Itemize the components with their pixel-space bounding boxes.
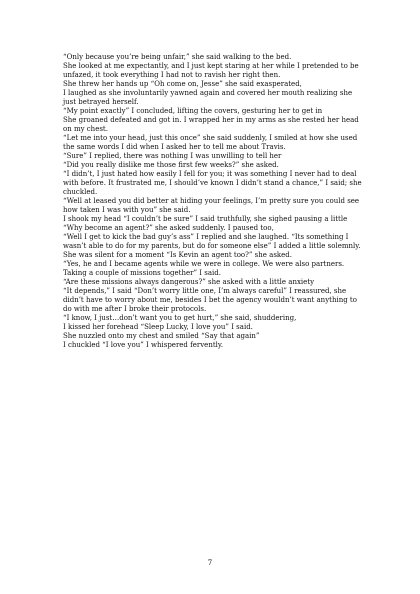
- paragraph: I kissed her forehead “Sleep Lucky, I love you” I said.: [63, 323, 253, 331]
- paragraph: “Well I get to kick the bad guy’s ass” I replied and she laughed. “Its something I wasn’t able to do for my parents, but do for someone else” I added a little solemnly.: [63, 233, 361, 250]
- paragraph: I chuckled “I love you” I whispered fervently.: [63, 341, 224, 349]
- page-number: 7: [207, 559, 213, 567]
- paragraph: “Why become an agent?” she asked suddenly. I paused too,: [63, 224, 274, 232]
- paragraph: “Did you really dislike me those first few weeks?” she asked.: [63, 161, 279, 169]
- story-text: [63, 53, 364, 350]
- paragraph: I shook my head “I couldn’t be sure” I said truthfully, she sighed pausing a little: [63, 215, 348, 223]
- paragraph: She looked at me expectantly, and I just kept staring at her while I pretended to be unfazed, it took everything I had not to ravish her right then.: [63, 62, 359, 79]
- paragraph: “Sure” I replied, there was nothing I was unwilling to tell her: [63, 152, 282, 160]
- paragraph: “I didn’t, I just hated how easily I fell for you; it was something I never had to deal with before. It frustrated me, I should’ve known I didn’t stand a chance,” I said; she chuckled.: [63, 170, 362, 196]
- paragraph: “My point exactly” I concluded, lifting the covers, gesturing her to get in: [63, 107, 323, 115]
- paragraph: She was silent for a moment “Is Kevin an agent too?” she asked.: [63, 251, 293, 259]
- paragraph: She groaned defeated and got in. I wrapped her in my arms as she rested her head on my chest.: [63, 116, 359, 133]
- paragraph: “It depends,” I said “Don’t worry little one, I’m always careful” I reassured, she didn’t have to worry about me, besides I bet the agency wouldn’t want anything to do with me after I broke their protocols.: [63, 287, 357, 313]
- paragraph: “Well at leased you did better at hiding your feelings, I’m pretty sure you could see how taken I was with you” she said.: [63, 197, 360, 214]
- paragraph: “Only because you’re being unfair,” she said walking to the bed.: [63, 53, 292, 61]
- paragraph: “Let me into your head, just this once” she said suddenly, I smiled at how she used the same words I did when I asked her to tell me about Travis.: [63, 134, 358, 151]
- paragraph: “Are these missions always dangerous?” she asked with a little anxiety: [63, 278, 315, 286]
- paragraph: “I know, I just…don’t want you to get hurt,” she said, shuddering,: [63, 314, 297, 322]
- paragraph: I laughed as she involuntarily yawned again and covered her mouth realizing she just betrayed herself.: [63, 89, 353, 106]
- paragraph: She nuzzled onto my chest and smiled “Say that again”: [63, 332, 260, 340]
- paragraph: “Yes, he and I became agents while we were in college. We were also partners. Taking a couple of missions together” I said.: [63, 260, 345, 277]
- paragraph: She threw her hands up “Oh come on, Jesse” she said exasperated,: [63, 80, 302, 88]
